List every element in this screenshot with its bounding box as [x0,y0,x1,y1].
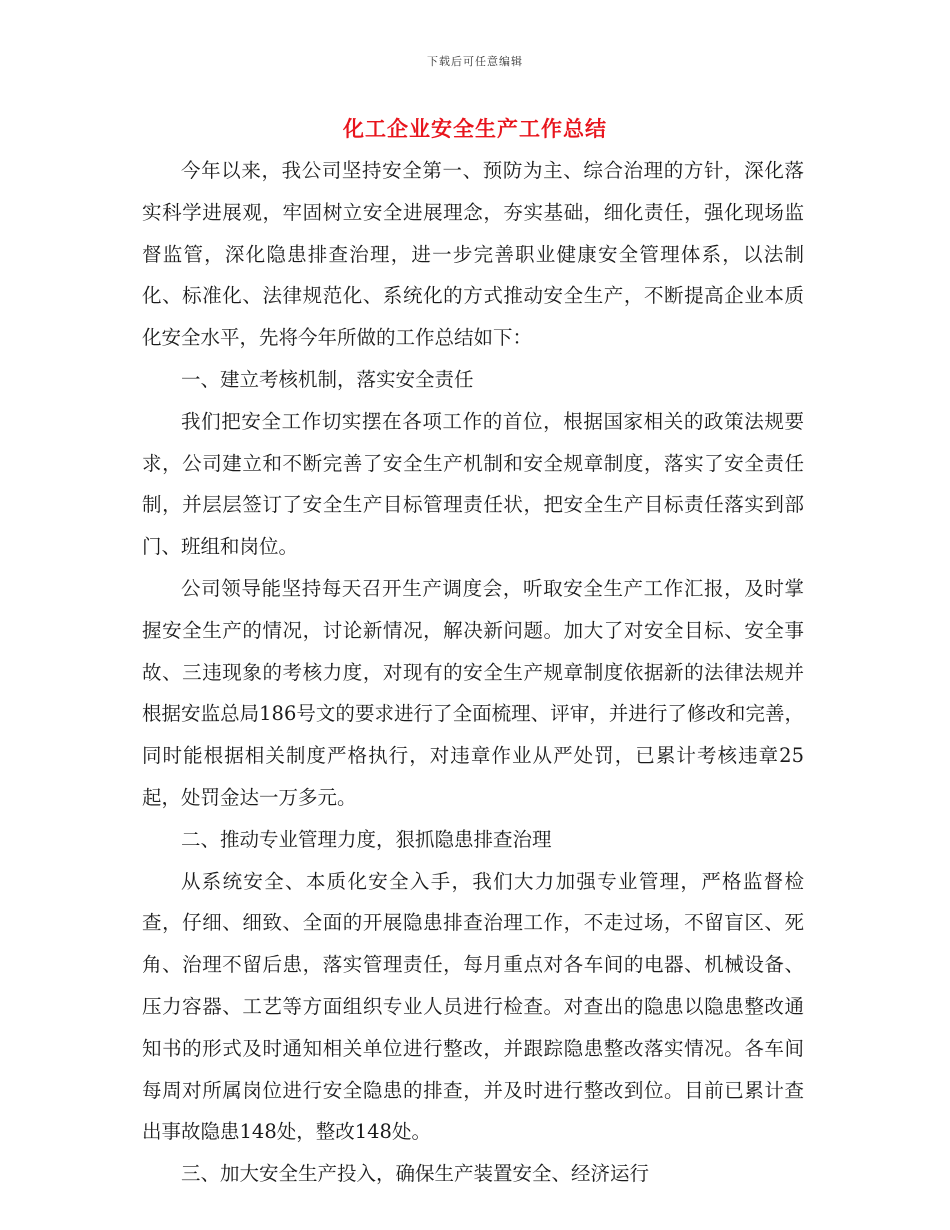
document-body [142,150,804,1195]
document-title: 化工企业安全生产工作总结 [343,116,607,141]
section-heading-1: 一、建立考核机制，落实安全责任 [181,367,474,391]
paragraph-intro: 今年以来，我公司坚持安全第一、预防为主、综合治理的方针，深化落实科学进展观，牢固树立安全进展理念，夯实基础，细化责任，强化现场监督监管，深化隐患排查治理，进一步完善职业健康安全管理体系，以法制化、标准化、法律规范化、系统化的方式推动安全生产，不断提高企业本质化安全水平，先将今年所做的工作总结如下： [142,159,804,350]
paragraph-responsibility: 我们把安全工作切实摆在各项工作的首位，根据国家相关的政策法规要求，公司建立和不断完善了安全生产机制和安全规章制度，落实了安全责任制，并层层签订了安全生产目标管理责任状，把安全生产目标责任落实到部门、班组和岗位。 [142,409,804,559]
header-note: 下载后可任意编辑 [427,55,523,68]
section-heading-2: 二、推动专业管理力度，狠抓隐患排查治理 [181,827,552,851]
section-heading-3: 三、加大安全生产投入，确保生产装置安全、经济运行 [181,1162,650,1186]
paragraph-hazard-inspection: 从系统安全、本质化安全入手，我们大力加强专业管理，严格监督检查，仔细、细致、全面的开展隐患排查治理工作，不走过场，不留盲区、死角、治理不留后患，落实管理责任，每月重点对各车间的电器、机械设备、压力容器、工艺等方面组织专业人员进行检查。对查出的隐患以隐患整改通知书的形式及时通知相关单位进行整改，并跟踪隐患整改落实情况。各车间每周对所属岗位进行安全隐患的排查，并及时进行整改到位。目前已累计查出事故隐患148处，整改148处。 [142,869,804,1144]
paragraph-leadership: 公司领导能坚持每天召开生产调度会，听取安全生产工作汇报，及时掌握安全生产的情况，讨论新情况，解决新问题。加大了对安全目标、安全事故、三违现象的考核力度，对现有的安全生产规章制度依据新的法律法规并根据安监总局186号文的要求进行了全面梳理、评审，并进行了修改和完善，同时能根据相关制度严格执行，对违章作业从严处罚，已累计考核违章25起，处罚金达一万多元。 [142,576,804,809]
